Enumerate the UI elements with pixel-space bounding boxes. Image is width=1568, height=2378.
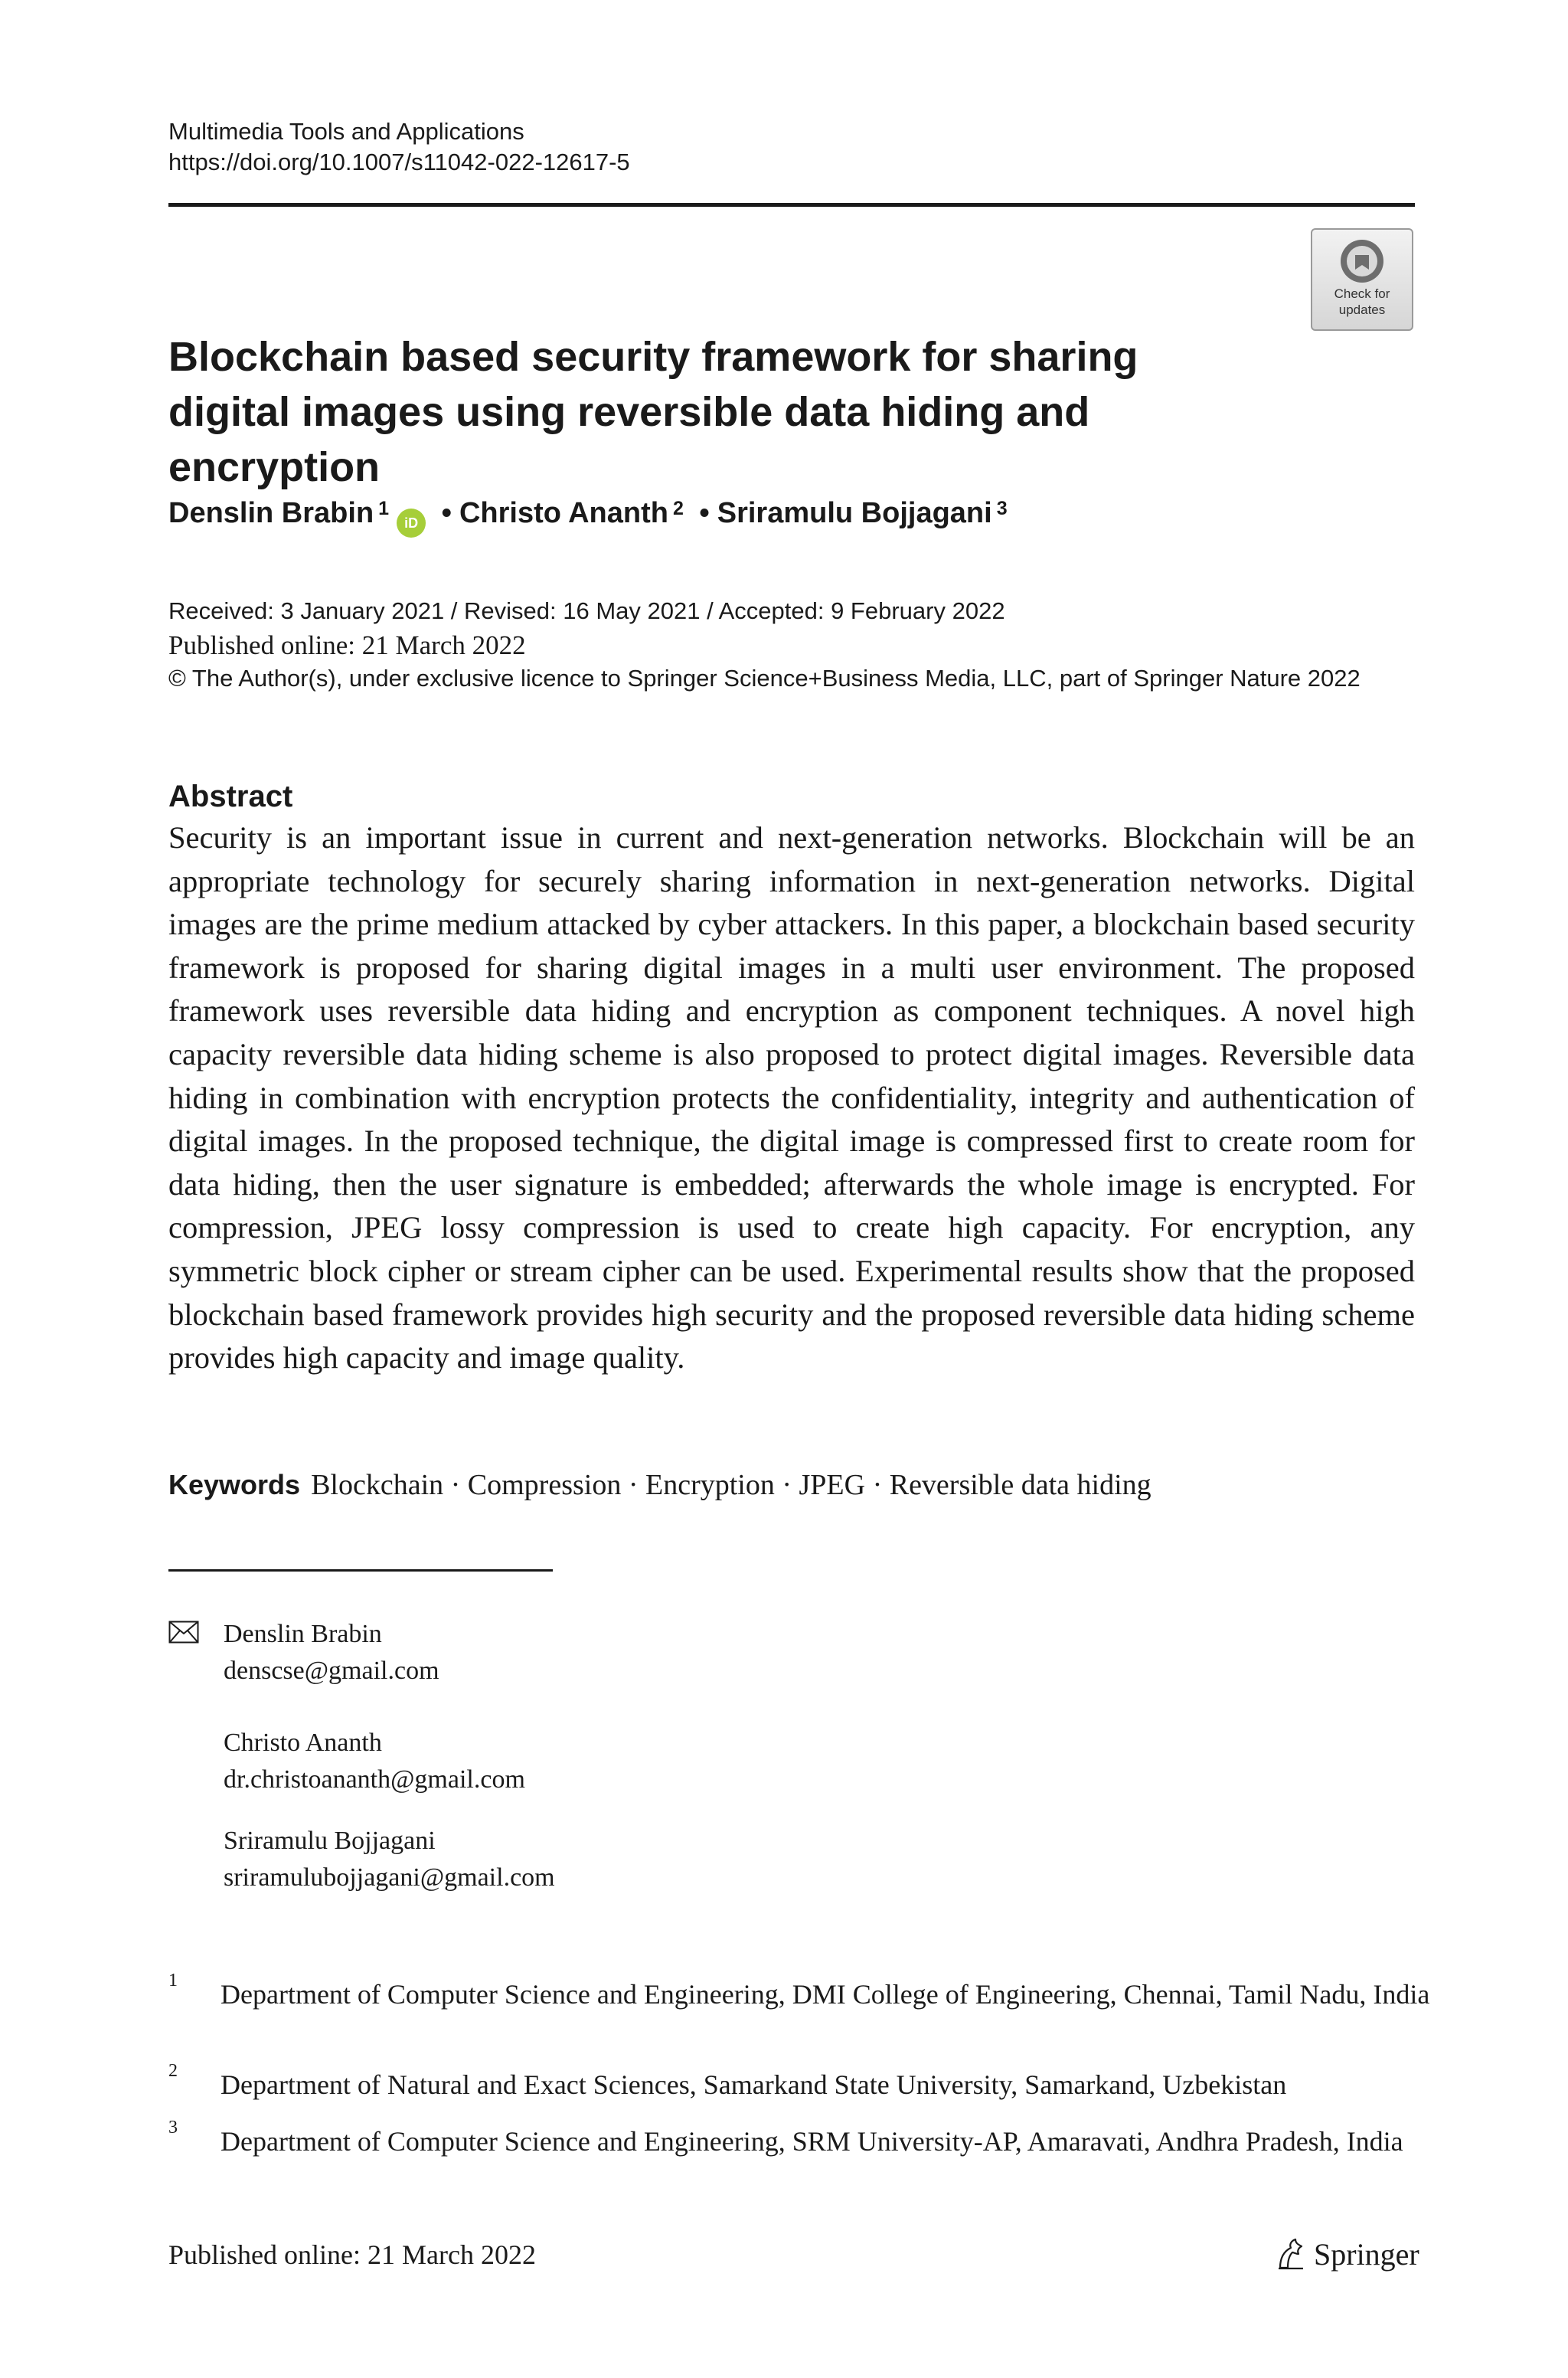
author-separator: • bbox=[699, 497, 710, 529]
author-name[interactable]: Denslin Brabin bbox=[168, 497, 374, 529]
check-updates-icon bbox=[1338, 237, 1386, 285]
check-for-updates-badge[interactable] bbox=[1311, 228, 1413, 331]
author-name[interactable]: Sriramulu Bojjagani bbox=[717, 497, 992, 529]
keywords-list: Blockchain · Compression · Encryption · JPEG · Reversible data hiding bbox=[311, 1469, 1152, 1501]
affiliation-number: 3 bbox=[168, 2118, 178, 2138]
contact-name: Denslin Brabin bbox=[224, 1620, 382, 1648]
abstract-text: Security is an important issue in current and next-generation networks. Blockchain will be an appropriate technology for securely sharing information in next-generation networks. Digital images are the prime medium attacked by cyber attackers. In this paper, a blockchain based security framework is proposed for sharing digital images in a multi user environment. The proposed framework uses reversible data hiding and encryption as component techniques. A novel high capacity reversible data hiding scheme is also proposed to protect digital images. Reversible data hiding in combination with encryption protects the confidentiality, integrity and authentication of digital images. In the proposed technique, the digital image is compressed first to create room for data hiding, then the user signature is embedded; afterwards the whole image is encrypted. For compression, JPEG lossy compression is used to create high capacity. For encryption, any symmetric block cipher or stream cipher can be used. Experimental results show that the proposed blockchain based framework provides high security and the proposed reversible data hiding scheme provides high capacity and image quality. bbox=[168, 820, 1415, 1375]
affiliation-text: Department of Natural and Exact Sciences, Samarkand State University, Samarkand, Uzbekistan bbox=[220, 2069, 1287, 2100]
publisher-name: Springer bbox=[1314, 2237, 1419, 2272]
keywords bbox=[168, 1467, 1152, 1503]
copyright-notice bbox=[168, 665, 1361, 692]
springer-horse-icon bbox=[1276, 2237, 1306, 2271]
footer-published-online: Published online: 21 March 2022 bbox=[168, 2239, 536, 2270]
article-history-dates: Received: 3 January 2021 / Revised: 16 May 2021 / Accepted: 9 February 2022 bbox=[168, 597, 1005, 624]
abstract-heading: Abstract bbox=[168, 780, 293, 813]
check-updates-line1: Check for bbox=[1334, 286, 1390, 301]
affiliation-text: Department of Computer Science and Engineering, SRM University-AP, Amaravati, Andhra Pradesh, India bbox=[220, 2126, 1403, 2157]
springer-logo[interactable] bbox=[1276, 2236, 1419, 2273]
published-online-date: Published online: 21 March 2022 bbox=[168, 630, 526, 660]
contact-email[interactable]: sriramulubojjagani@gmail.com bbox=[224, 1863, 555, 1892]
keywords-label: Keywords bbox=[168, 1469, 301, 1500]
contact-name: Christo Ananth bbox=[224, 1729, 382, 1757]
author-separator: • bbox=[441, 497, 452, 529]
check-updates-line2: updates bbox=[1338, 303, 1386, 317]
footnote-rule bbox=[168, 1569, 553, 1572]
header-rule bbox=[168, 203, 1415, 207]
contact-email[interactable]: denscse@gmail.com bbox=[224, 1657, 439, 1685]
affiliation-number: 1 bbox=[168, 1971, 178, 1990]
journal-name: Multimedia Tools and Applications bbox=[168, 118, 524, 145]
affiliation-text: Department of Computer Science and Engineering, DMI College of Engineering, Chennai, Tamil Nadu, India bbox=[220, 1979, 1430, 2010]
author-affiliation-sup: 3 bbox=[996, 498, 1008, 519]
affiliation-number: 2 bbox=[168, 2061, 178, 2081]
contact-email[interactable]: dr.christoananth@gmail.com bbox=[224, 1765, 525, 1794]
author-affiliation-sup: 2 bbox=[672, 498, 684, 519]
doi-link[interactable]: https://doi.org/10.1007/s11042-022-12617-5 bbox=[168, 149, 630, 175]
contact-name: Sriramulu Bojjagani bbox=[224, 1827, 436, 1855]
author-affiliation-sup: 1 bbox=[378, 498, 390, 519]
orcid-icon[interactable]: iD bbox=[397, 509, 426, 538]
copyright-text: The Author(s), under exclusive licence to Springer Science+Business Media, LLC, part of Springer Nature 2022 bbox=[191, 665, 1361, 692]
author-name[interactable]: Christo Ananth bbox=[459, 497, 668, 529]
copyright-icon: © bbox=[168, 665, 186, 692]
email-envelope-icon bbox=[168, 1621, 199, 1647]
author-list bbox=[168, 496, 1008, 538]
paper-title: Blockchain based security framework for sharing digital images using reversible data hiding and encryption bbox=[168, 334, 1138, 490]
